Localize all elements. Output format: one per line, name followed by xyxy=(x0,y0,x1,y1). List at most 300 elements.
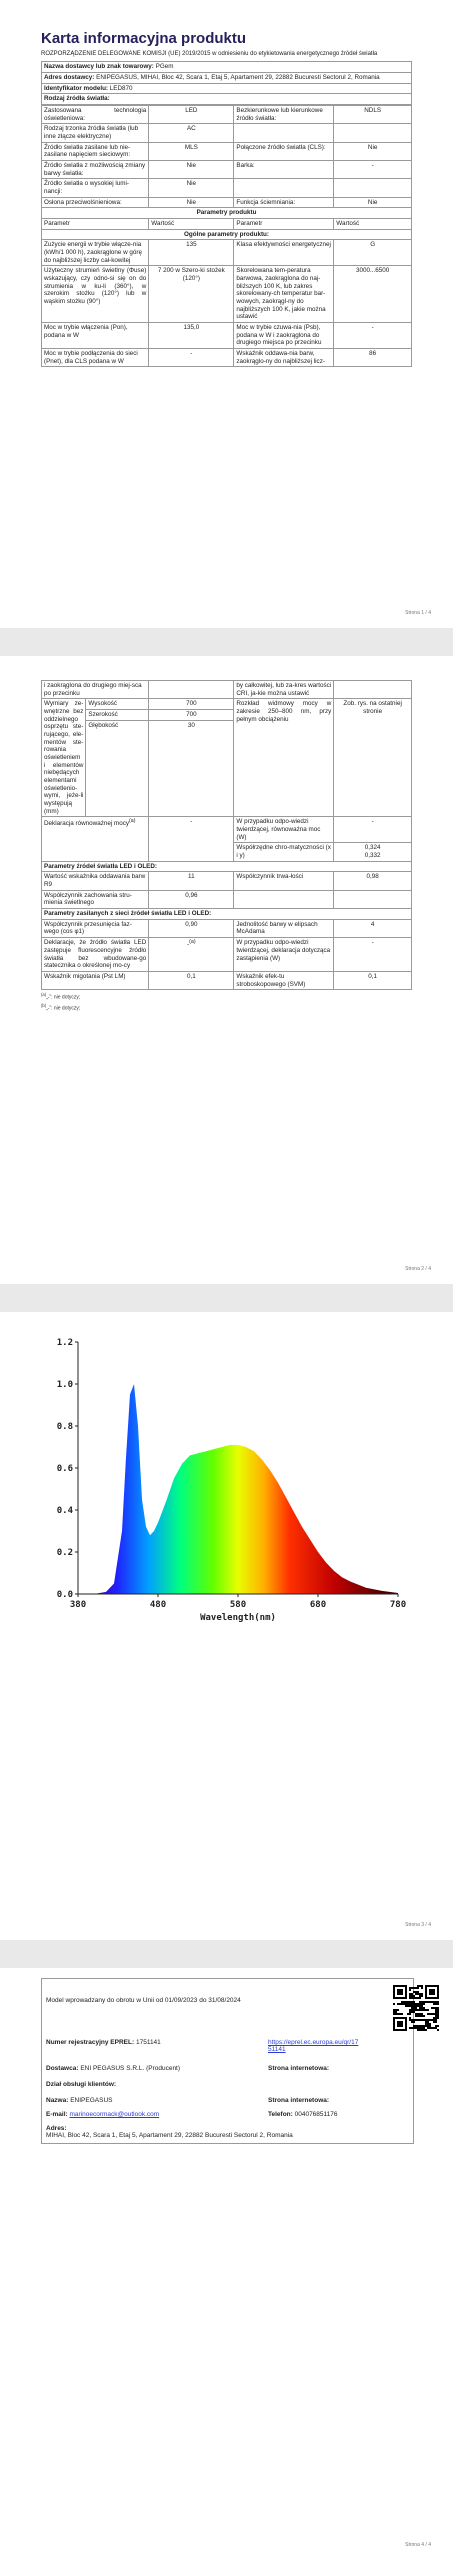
spectrum-chart xyxy=(38,1332,418,1632)
qr-module xyxy=(417,1991,419,1993)
param-value: MLS xyxy=(149,142,234,160)
qr-module xyxy=(429,2027,431,2029)
qr-module xyxy=(395,2011,397,2013)
qr-module xyxy=(405,2025,407,2027)
param-value: NDLS xyxy=(334,105,412,123)
empty-cell xyxy=(234,179,334,197)
qr-module xyxy=(417,2029,419,2031)
qr-module xyxy=(409,1995,411,1997)
x-tick-label: 480 xyxy=(149,1600,167,1610)
qr-module xyxy=(421,2015,423,2017)
qr-module xyxy=(425,1989,427,1991)
qr-module xyxy=(421,2013,423,2015)
qr-module xyxy=(397,1991,399,1993)
qr-module xyxy=(437,2015,439,2017)
qr-module xyxy=(429,2001,431,2003)
param-label: Zastosowana technologia oświetleniowa: xyxy=(42,105,149,123)
col-header-value: Wartość xyxy=(149,219,234,230)
table-row xyxy=(42,124,412,142)
qr-module xyxy=(433,1989,435,1991)
qr-module xyxy=(435,2009,437,2011)
qr-module xyxy=(395,2013,397,2015)
qr-module xyxy=(411,2003,413,2005)
param-label: W przypadku odpo-wiedzi twierdzącej, równoważna moc (W) xyxy=(234,817,334,843)
qr-module xyxy=(405,1991,407,1993)
param-value: 0,98 xyxy=(334,872,412,890)
equiv-power-cell xyxy=(42,817,149,861)
y-tick-label: 0.4 xyxy=(56,1506,73,1516)
qr-module xyxy=(399,1991,401,1993)
table-row xyxy=(42,919,412,937)
page-number: Strona 2 / 4 xyxy=(405,1266,431,1272)
qr-module xyxy=(425,2021,427,2023)
qr-module xyxy=(435,2015,437,2017)
y-tick-label: 0.0 xyxy=(56,1590,73,1600)
param-label: Użyteczny strumień świetlny (Φuse) wskazujący, czy odno-si się on do strumienia w ku-li (360°), w szerokim stożku (120°) lub w wąskim stożku (90°) xyxy=(42,266,149,323)
eprel-link[interactable]: https://eprel.ec.europa.eu/qr/17 51141 xyxy=(268,2039,359,2053)
led-params-header: Parametry źródeł światła LED i OLED: xyxy=(42,861,412,872)
qr-module xyxy=(407,2001,409,2003)
param-label: Zużycie energii w trybie włącze-nia (kWh/1 000 h), zaokrąglone w górę do najbliższej liczby cał-kowitej xyxy=(42,240,149,266)
param-label: Deklaracje, że źródło światła LED zastępuje fluorescencyjne źródło światła bez wbudowane-go statecznika o określonej mo-cy xyxy=(42,938,149,972)
qr-module xyxy=(431,2001,433,2003)
qr-module xyxy=(435,2013,437,2015)
y-tick-label: 0.8 xyxy=(56,1422,73,1432)
qr-module xyxy=(405,1987,407,1989)
supplier-label: Dostawca: xyxy=(46,2065,79,2072)
qr-module xyxy=(429,2025,431,2027)
qr-module xyxy=(401,1991,403,1993)
qr-module xyxy=(415,2007,417,2009)
param-value: Nie xyxy=(149,197,234,208)
param-value: Nie xyxy=(334,197,412,208)
qr-module xyxy=(421,2005,423,2007)
footnote-marker: (a) xyxy=(41,992,47,998)
x-tick-label: 380 xyxy=(69,1600,87,1610)
qr-module xyxy=(393,2019,395,2021)
qr-module xyxy=(415,1997,417,1999)
qr-module xyxy=(409,2005,411,2007)
qr-module xyxy=(429,2019,431,2021)
qr-module xyxy=(431,2027,433,2029)
qr-module xyxy=(393,2011,395,2013)
qr-module xyxy=(437,1987,439,1989)
qr-module xyxy=(421,2025,423,2027)
qr-module xyxy=(431,1985,433,1987)
qr-module xyxy=(399,2025,401,2027)
x-tick-label: 780 xyxy=(389,1600,407,1610)
qr-module xyxy=(407,2005,409,2007)
qr-module xyxy=(433,2013,435,2015)
y-tick-label: 1.0 xyxy=(56,1380,73,1390)
qr-module xyxy=(405,1997,407,1999)
qr-module xyxy=(399,2021,401,2023)
qr-module xyxy=(437,2009,439,2011)
col-header-param: Parametr xyxy=(234,219,334,230)
qr-module xyxy=(397,2003,399,2005)
qr-module xyxy=(417,2013,419,2015)
qr-module xyxy=(393,2027,395,2029)
qr-module xyxy=(409,1997,411,1999)
qr-module xyxy=(405,2021,407,2023)
qr-module xyxy=(425,1985,427,1987)
qr-module xyxy=(435,2003,437,2005)
qr-module xyxy=(425,2001,427,2003)
qr-module xyxy=(435,2007,437,2009)
qr-module xyxy=(409,2011,411,2013)
qr-module xyxy=(421,2009,423,2011)
qr-module xyxy=(409,2027,411,2029)
qr-module xyxy=(409,2017,411,2019)
qr-module xyxy=(421,2029,423,2031)
width-label: Szerokość xyxy=(86,710,149,721)
table-row xyxy=(42,890,412,908)
qr-module xyxy=(437,1997,439,1999)
qr-module xyxy=(411,2001,413,2003)
type-table xyxy=(41,105,412,367)
param-value: AC xyxy=(149,124,234,142)
name-row xyxy=(46,2097,112,2104)
table-row xyxy=(42,142,412,160)
qr-module xyxy=(429,2023,431,2025)
qr-module xyxy=(421,2027,423,2029)
eprel-value: 1751141 xyxy=(135,2039,161,2046)
qr-module xyxy=(397,1993,399,1995)
param-value: 0,96 xyxy=(149,890,234,908)
param-value: - xyxy=(334,817,412,843)
website-label-2: Strona internetowa: xyxy=(268,2097,330,2104)
qr-module xyxy=(397,2025,399,2027)
qr-module xyxy=(421,2007,423,2009)
qr-module xyxy=(409,1989,411,1991)
qr-module xyxy=(405,2029,407,2031)
qr-module xyxy=(401,2023,403,2025)
qr-module xyxy=(405,2017,407,2019)
qr-module xyxy=(417,1993,419,1995)
qr-module xyxy=(423,2015,425,2017)
qr-module xyxy=(419,2013,421,2015)
page-2-content xyxy=(41,680,412,1012)
x-tick-label: 680 xyxy=(309,1600,327,1610)
table-row xyxy=(42,681,412,699)
param-label: Osłona przeciwolśnieniowa: xyxy=(42,197,149,208)
param-label: Moc w trybie włączenia (Pon), podana w W xyxy=(42,323,149,349)
qr-module xyxy=(411,1993,413,1995)
customer-service-label: Dział obsługi klientów: xyxy=(46,2081,117,2088)
qr-module xyxy=(401,2013,403,2015)
qr-module xyxy=(393,1995,395,1997)
eprel-row xyxy=(46,2039,161,2046)
qr-module xyxy=(435,2017,437,2019)
qr-module xyxy=(417,2009,419,2011)
qr-module xyxy=(435,2025,437,2027)
param-label: Skorelowana tem-peratura barwowa, zaokrąglona do naj-bliższych 100 K, lub zakres skorelowany-ch temperatur bar-wowych, zaokrągl-ny do najbliższych 100 K, jakie można ustawić xyxy=(234,266,334,323)
qr-module xyxy=(421,2001,423,2003)
qr-code xyxy=(393,1985,439,2031)
qr-module xyxy=(397,2029,399,2031)
param-label: Źródło światła o wysokiej lumi-nancji: xyxy=(42,179,149,197)
table-row xyxy=(42,349,412,367)
table-row xyxy=(42,971,412,989)
qr-module xyxy=(413,2005,415,2007)
qr-module xyxy=(397,2021,399,2023)
qr-module xyxy=(419,2027,421,2029)
param-value: 0,1 xyxy=(334,971,412,989)
qr-module xyxy=(401,1989,403,1991)
qr-module xyxy=(405,2005,407,2007)
param-label: Wskaźnik migotania (Pst LM) xyxy=(42,971,149,989)
qr-module xyxy=(433,2021,435,2023)
qr-module xyxy=(395,2029,397,2031)
param-value: Nie xyxy=(149,160,234,178)
qr-module xyxy=(399,2013,401,2015)
qr-module xyxy=(427,2013,429,2015)
param-label: Współczynnik przesunięcia faz-wego (cos φ1) xyxy=(42,919,149,937)
qr-module xyxy=(415,2019,417,2021)
qr-module xyxy=(421,1993,423,1995)
qr-module xyxy=(393,2003,395,2005)
height-value: 700 xyxy=(149,699,234,710)
param-label: Połączone źródło światła (CLS): xyxy=(234,142,334,160)
qr-module xyxy=(437,2003,439,2005)
table-row xyxy=(42,938,412,972)
qr-module xyxy=(401,2003,403,2005)
qr-module xyxy=(413,2003,415,2005)
param-label: Moc w trybie czuwa-nia (Psb), podana w W i zaokrąglona do drugiego miejsca po przecinku xyxy=(234,323,334,349)
param-label: W przypadku odpo-wiedzi twierdzącej, deklaracja dotycząca zastąpienia (W) xyxy=(234,938,334,972)
table-row xyxy=(42,197,412,208)
qr-module xyxy=(405,2023,407,2025)
qr-module xyxy=(427,2025,429,2027)
param-label: Wskaźnik efek-tu stroboskopowego (SVM) xyxy=(234,971,334,989)
address-row xyxy=(46,2125,293,2139)
supplier-name-label: Nazwa dostawcy lub znak towarowy: xyxy=(44,63,154,71)
qr-module xyxy=(397,1985,399,1987)
address-value: MIHAI, Bloc 42, Scara 1, Etaj 5, Apartament 29, 22882 Bucuresti Sectorul 2, Romania xyxy=(46,2132,293,2139)
qr-module xyxy=(413,2021,415,2023)
qr-module xyxy=(393,1993,395,1995)
qr-module xyxy=(409,2001,411,2003)
y-tick-label: 0.2 xyxy=(56,1548,73,1558)
address-value: ENIPEGASUS, MIHAI, Bloc 42, Scara 1, Etaj 5, Apartament 29, 22882 Bucuresti Sectorul 2, Romania xyxy=(96,73,380,81)
spectrum-series-area xyxy=(78,1384,398,1594)
qr-module xyxy=(413,2009,415,2011)
page-number: Strona 1 / 4 xyxy=(405,610,431,616)
qr-module xyxy=(403,1997,405,1999)
page-number: Strona 3 / 4 xyxy=(405,1922,431,1928)
qr-module xyxy=(417,2025,419,2027)
qr-module xyxy=(405,2001,407,2003)
qr-module xyxy=(413,1991,415,1993)
qr-module xyxy=(425,1987,427,1989)
param-label: Funkcja ściemniania: xyxy=(234,197,334,208)
qr-module xyxy=(397,2009,399,2011)
qr-module xyxy=(405,1995,407,1997)
param-label: Rodzaj trzonka źródła światła (lub inne złącze elektryczne) xyxy=(42,124,149,142)
qr-module xyxy=(419,1985,421,1987)
qr-module xyxy=(437,2007,439,2009)
qr-module xyxy=(421,1995,423,1997)
qr-module xyxy=(423,2003,425,2005)
qr-module xyxy=(425,1991,427,1993)
qr-module xyxy=(437,2001,439,2003)
spectral-label: Rozkład widmowy mocy w zakresie 250–800 nm, przy pełnym obciążeniu xyxy=(234,699,334,817)
qr-module xyxy=(411,2021,413,2023)
qr-module xyxy=(429,1997,431,1999)
param-value: - xyxy=(149,349,234,367)
qr-module xyxy=(411,2019,413,2021)
info-box xyxy=(41,1978,414,2144)
qr-module xyxy=(427,2023,429,2025)
empty-cell xyxy=(149,681,234,699)
qr-module xyxy=(423,2007,425,2009)
qr-module xyxy=(433,1997,435,1999)
empty-cell xyxy=(334,681,412,699)
param-value: Nie xyxy=(149,179,234,197)
qr-module xyxy=(431,1993,433,1995)
param-label: Źródło światła z możliwością zmiany barwy światła: xyxy=(42,160,149,178)
page-1-content xyxy=(41,30,412,367)
qr-module xyxy=(429,1989,431,1991)
document-title: Karta informacyjna produktu xyxy=(41,30,247,47)
qr-module xyxy=(419,2015,421,2017)
qr-module xyxy=(429,1993,431,1995)
col-header-value: Wartość xyxy=(334,219,412,230)
qr-module xyxy=(413,2027,415,2029)
type-label: Rodzaj źródła światła: xyxy=(42,94,412,105)
qr-module xyxy=(395,1997,397,1999)
qr-module xyxy=(399,1997,401,1999)
empty-cell xyxy=(334,124,412,142)
qr-module xyxy=(405,1985,407,1987)
phone-value: 004076851176 xyxy=(294,2111,338,2118)
page-1 xyxy=(0,0,453,628)
qr-module xyxy=(407,2013,409,2015)
param-value: 0,90 xyxy=(149,919,234,937)
qr-module xyxy=(413,2007,415,2009)
qr-module xyxy=(403,1985,405,1987)
qr-module xyxy=(425,2025,427,2027)
qr-module xyxy=(427,2009,429,2011)
chromaticity-label: Współrzędne chro-matyczności (x i y) xyxy=(234,843,334,861)
footnote-text: „-”: nie dotyczy; xyxy=(46,994,81,1001)
qr-module xyxy=(395,2009,397,2011)
equiv-power-value: - xyxy=(149,817,234,861)
model-value: LED870 xyxy=(109,84,133,92)
qr-module xyxy=(393,2023,395,2025)
qr-module xyxy=(415,2003,417,2005)
qr-module xyxy=(415,2015,417,2017)
name-value: ENIPEGASUS xyxy=(70,2097,113,2104)
qr-module xyxy=(411,1997,413,1999)
param-value: - xyxy=(334,160,412,178)
mains-params-header: Parametry zasilanych z sieci źródeł światła LED i OLED: xyxy=(42,909,412,920)
param-label: Współczynnik trwa-łości xyxy=(234,872,334,890)
param-value: 3000...6500 xyxy=(334,266,412,323)
email-link[interactable]: marinoecormack@outlook.com xyxy=(69,2111,160,2118)
param-value: 11 xyxy=(149,872,234,890)
qr-module xyxy=(415,2009,417,2011)
qr-module xyxy=(411,1987,413,1989)
param-value: 4 xyxy=(334,919,412,937)
market-period: Model wprowadzany do obrotu w Unii od 01/09/2023 do 31/08/2024 xyxy=(46,1997,241,2004)
qr-module xyxy=(393,1987,395,1989)
qr-module xyxy=(433,2027,435,2029)
param-label: Barka: xyxy=(234,160,334,178)
qr-module xyxy=(409,1993,411,1995)
param-value: 86 xyxy=(334,349,412,367)
page-2 xyxy=(0,656,453,1284)
qr-module xyxy=(393,2009,395,2011)
qr-module xyxy=(431,1997,433,1999)
table-row xyxy=(42,266,412,323)
qr-module xyxy=(415,1993,417,1995)
empty-cell xyxy=(334,890,412,908)
qr-module xyxy=(423,2019,425,2021)
qr-module xyxy=(411,1995,413,1997)
qr-module xyxy=(397,2017,399,2019)
address-label: Adres: xyxy=(46,2125,67,2132)
qr-module xyxy=(415,2013,417,2015)
qr-module xyxy=(397,2023,399,2025)
regulation-text: ROZPORZĄDZENIE DELEGOWANE KOMISJI (UE) 2019/2015 w odniesieniu do etykietowania energetycznego źródeł światła xyxy=(41,50,378,57)
qr-module xyxy=(403,2017,405,2019)
qr-module xyxy=(417,2015,419,2017)
qr-module xyxy=(437,2011,439,2013)
qr-module xyxy=(413,1997,415,1999)
qr-module xyxy=(397,1989,399,1991)
qr-module xyxy=(433,2019,435,2021)
qr-module xyxy=(417,1985,419,1987)
qr-module xyxy=(437,1989,439,1991)
table-row xyxy=(42,872,412,890)
qr-module xyxy=(437,1995,439,1997)
chromaticity-y: 0,332 xyxy=(364,852,381,860)
qr-module xyxy=(397,2013,399,2015)
param-value: 135,0 xyxy=(149,323,234,349)
qr-module xyxy=(399,2003,401,2005)
qr-module xyxy=(435,2001,437,2003)
qr-module xyxy=(417,2003,419,2005)
param-label: Wskaźnik oddawa-nia barw, zaokrąglo-ny do najbliższej licz- xyxy=(234,349,334,367)
qr-module xyxy=(399,2029,401,2031)
col-header-param: Parametr xyxy=(42,219,149,230)
footnote-ref: (a) xyxy=(189,939,196,946)
qr-module xyxy=(437,2013,439,2015)
footnote-b xyxy=(41,1003,412,1012)
empty-cell xyxy=(234,890,334,908)
qr-module xyxy=(419,2019,421,2021)
qr-module xyxy=(413,2011,415,2013)
depth-label: Głębokość xyxy=(86,721,149,817)
qr-module xyxy=(423,2025,425,2027)
qr-module xyxy=(417,1997,419,1999)
qr-module xyxy=(437,1991,439,1993)
qr-module xyxy=(409,2003,411,2005)
param-label: by całkowitej, lub za-kres wartości CRI, ja-kie można ustawić xyxy=(234,681,334,699)
footnote-ref: (a) xyxy=(129,818,136,825)
qr-module xyxy=(393,2029,395,2031)
qr-module xyxy=(435,2021,437,2023)
qr-module xyxy=(427,2019,429,2021)
param-value: 0,1 xyxy=(149,971,234,989)
page-4 xyxy=(0,1968,453,2560)
qr-module xyxy=(433,2003,435,2005)
qr-module xyxy=(435,2011,437,2013)
header-table xyxy=(41,61,412,105)
table-row xyxy=(42,699,412,710)
param-label: Moc w trybie podłączenia do sieci (Pnet), dla CLS podana w W xyxy=(42,349,149,367)
